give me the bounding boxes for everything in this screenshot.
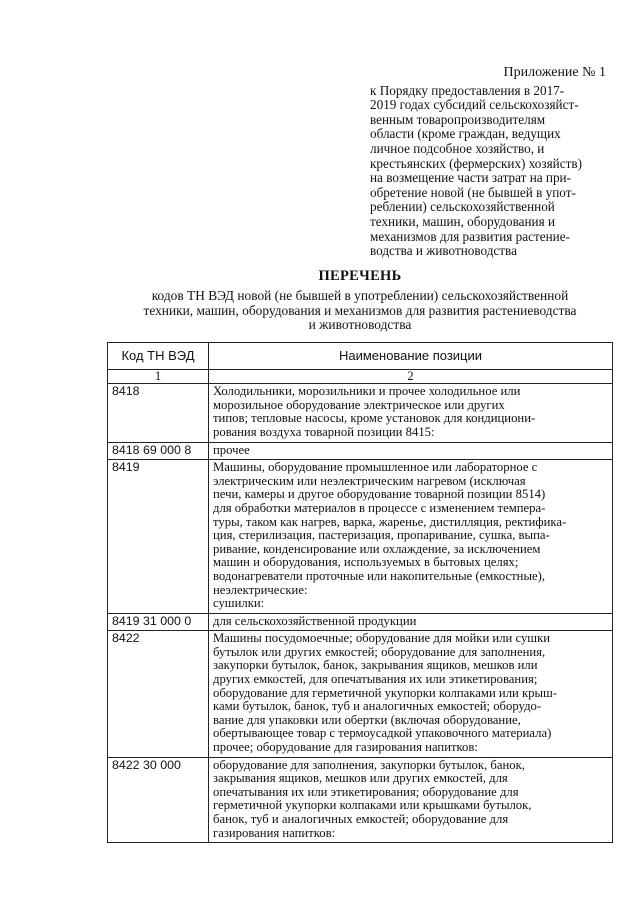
appendix-line: на возмещение части затрат на при- <box>370 170 572 186</box>
description-line: обертывающее товар с термоусадкой упаковочного материала) <box>213 726 552 741</box>
table-row <box>108 442 613 460</box>
header-name: Наименование позиции <box>209 343 613 370</box>
appendix-line: крестьянских (фермерских) хозяйств) <box>370 155 582 171</box>
row-code: 8419 31 000 0 <box>108 613 209 631</box>
description-line: неэлектрические: <box>213 582 308 597</box>
description-line: газирования напитков: <box>213 825 336 840</box>
description-line: машин и оборудования, используемых в бытовых целях; <box>213 555 519 570</box>
appendix-title: Приложение № 1 <box>503 65 606 80</box>
column-number: 1 <box>108 369 209 384</box>
table-row <box>108 613 613 631</box>
description-line: герметичной укупорки колпаками или крышками бутылок, <box>213 798 532 813</box>
description-line: банок, туб и аналогичных емкостей; оборудование для <box>213 812 509 826</box>
description-line: оборудование для заполнения, закупорки бутылок, банок, <box>213 757 525 772</box>
appendix-line: венным товаропроизводителям <box>370 111 546 127</box>
column-number: 2 <box>209 369 613 384</box>
row-description <box>209 384 613 442</box>
row-code: 8418 <box>108 384 209 442</box>
description-line: ривание, конденсирование или охлаждение, за исключением <box>213 541 541 556</box>
appendix-line: водства и животноводства <box>370 243 517 259</box>
description-line: электрическим или неэлектрическим нагревом (исключая <box>213 473 526 488</box>
subtitle-line: кодов ТН ВЭД новой (не бывшей в употреблении) сельскохозяйственной <box>151 288 569 303</box>
description-line: рования воздуха товарной позиции 8415: <box>213 424 435 439</box>
table-row <box>108 631 613 757</box>
description-line: других емкостей, для опечатывания их или этикетирования; <box>213 672 538 687</box>
description-line: бутылок или других емкостей; оборудование для заполнения, <box>213 644 546 659</box>
row-description <box>209 613 613 631</box>
description-line: для обработки материалов в процессе с изменением темпера- <box>213 500 546 515</box>
row-code: 8418 69 000 8 <box>108 442 209 460</box>
subtitle-line: и животноводства <box>308 317 412 332</box>
description-line: сушилки: <box>213 596 265 611</box>
document-subtitle <box>60 289 640 333</box>
description-line: водонагреватели проточные или накопительные (емкостные), <box>213 568 546 583</box>
row-description <box>209 631 613 757</box>
appendix-line: личное подсобное хозяйство, и <box>370 140 545 156</box>
row-code: 8422 <box>108 631 209 757</box>
subtitle-line: техники, машин, оборудования и механизмов для развития растениеводства <box>143 302 577 318</box>
row-description <box>209 757 613 843</box>
column-number-row <box>108 369 613 384</box>
table-row <box>108 757 613 843</box>
document-title: ПЕРЕЧЕНЬ <box>318 268 402 284</box>
document-heading <box>60 268 640 333</box>
description-line: ция, стерилизация, пастеризация, пропаривание, сушка, выпа- <box>213 528 550 543</box>
description-line: Холодильники, морозильники и прочее холодильное или <box>213 384 521 399</box>
description-line: туры, таком как нагрев, варка, жаренье, дистилляция, ректифика- <box>213 514 567 529</box>
appendix-block <box>370 66 606 259</box>
description-line: закупорки бутылок, банок, закрывания ящиков, мешков или <box>213 658 538 673</box>
description-line: морозильное оборудование электрическое или других <box>213 397 505 412</box>
description-line: прочее; оборудование для газирования напитков: <box>213 740 478 755</box>
table-header-row <box>108 343 613 370</box>
codes-table <box>107 342 613 843</box>
description-line: прочее <box>213 442 250 457</box>
row-code: 8419 <box>108 460 209 614</box>
header-code: Код ТН ВЭД <box>108 343 209 370</box>
description-line: Машины, оборудование промышленное или лабораторное с <box>213 460 538 475</box>
description-line: печи, камеры и другое оборудование товарной позиции 8514) <box>213 487 546 502</box>
row-code: 8422 30 000 <box>108 757 209 843</box>
appendix-text <box>370 84 606 259</box>
appendix-line: к Порядку предоставления в 2017- <box>370 82 565 98</box>
appendix-line: реблении) сельскохозяйственной <box>370 199 555 215</box>
description-line: Машины посудомоечные; оборудование для мойки или сушки <box>213 631 551 646</box>
row-description <box>209 460 613 614</box>
description-line: для сельскохозяйственной продукции <box>213 613 417 628</box>
row-description <box>209 442 613 460</box>
appendix-line: области (кроме граждан, ведущих <box>370 126 561 142</box>
appendix-line: обретение новой (не бывшей в упот- <box>370 184 576 200</box>
table-row <box>108 384 613 442</box>
description-line: оборудование для герметичной укупорки колпаками или крыш- <box>213 685 558 700</box>
description-line: типов; тепловые насосы, кроме установок для кондициони- <box>213 411 536 426</box>
table-row <box>108 460 613 614</box>
appendix-line: механизмов для развития растение- <box>370 228 570 244</box>
description-line: ками бутылок, банок, туб и аналогичных емкостей; оборудо- <box>213 699 542 714</box>
description-line: закрывания ящиков, мешков или других емкостей, для <box>213 771 508 786</box>
description-line: вание для упаковки или обертки (включая оборудование, <box>213 712 521 727</box>
description-line: опечатывания их или этикетирования; оборудование для <box>213 784 519 799</box>
appendix-line: техники, машин, оборудования и <box>370 213 556 229</box>
appendix-line: 2019 годах субсидий сельскохозяйст- <box>370 97 579 113</box>
